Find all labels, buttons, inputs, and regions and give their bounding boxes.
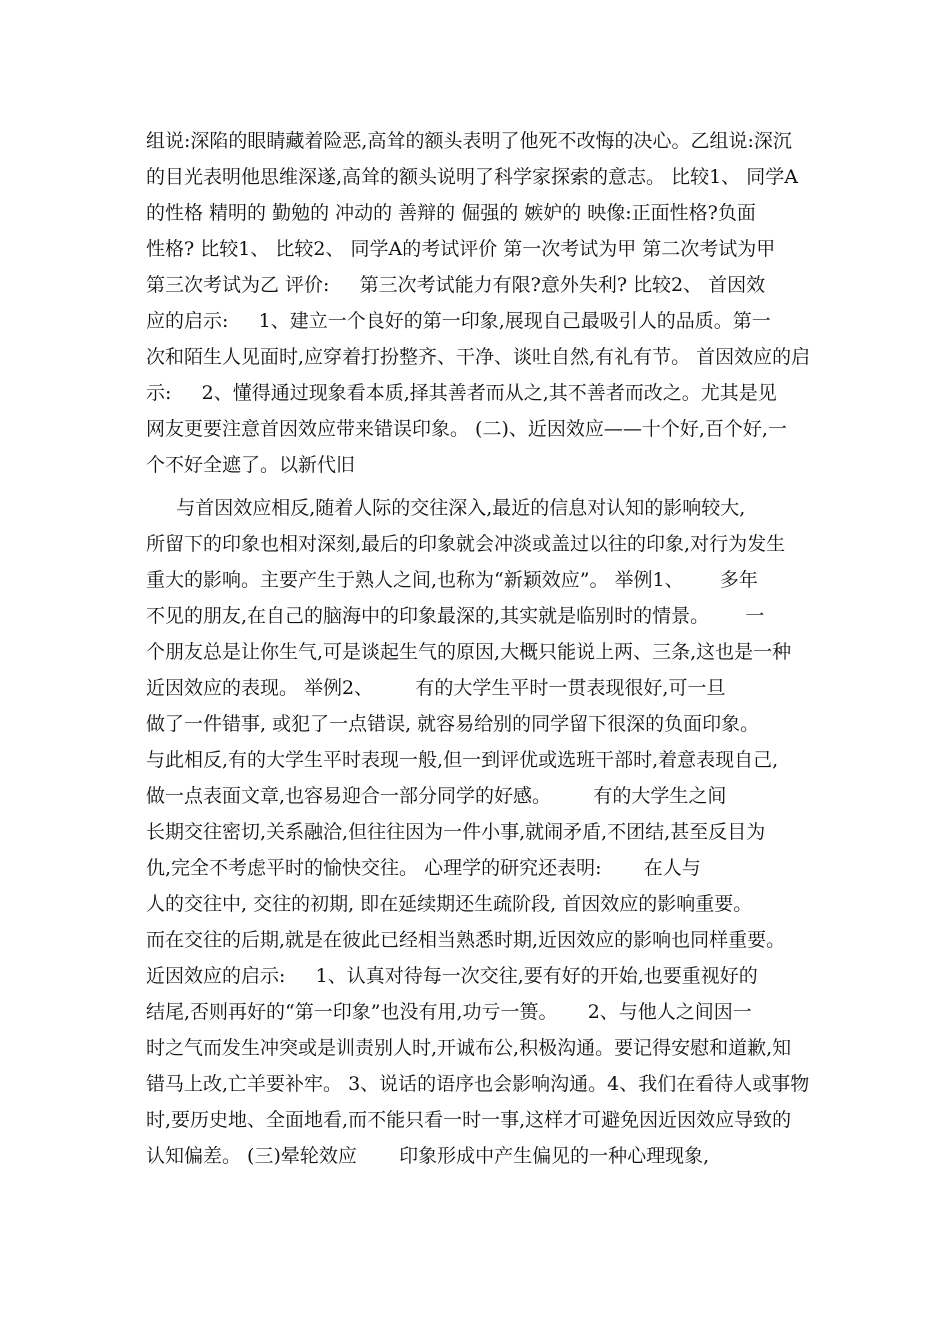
- text-line: 时之气而发生冲突或是训责别人时,开诚布公,积极沟通。要记得安慰和道歉,知: [146, 1037, 792, 1059]
- text-line: 个朋友总是让你生气,可是谈起生气的原因,大概只能说上两、三条,这也是一种: [146, 641, 792, 663]
- text-line: 长期交往密切,关系融洽,但往往因为一件小事,就闹矛盾,不团结,甚至反目为: [146, 821, 766, 843]
- text-line: 不见的朋友,在自己的脑海中的印象最深的,其实就是临别时的情景。 一: [146, 605, 765, 627]
- text-line: 近因效应的表现。 举例2、 有的大学生平时一贯表现很好,可一旦: [146, 677, 726, 699]
- text-line: 的性格 精明的 勤勉的 冲动的 善辩的 倔强的 嫉妒的 映像:正面性格?负面: [146, 202, 756, 224]
- text-line: 做了一件错事, 或犯了一点错误, 就容易给别的同学留下很深的负面印象。: [146, 713, 760, 735]
- text-line: 组说:深陷的眼睛藏着险恶,高耸的额头表明了他死不改悔的决心。乙组说:深沉: [146, 130, 792, 152]
- text-line: 仇,完全不考虑平时的愉快交往。 心理学的研究还表明: 在人与: [146, 857, 701, 879]
- text-line: 与此相反,有的大学生平时表现一般,但一到评优或选班干部时,着意表现自己,: [146, 749, 779, 771]
- text-line: 次和陌生人见面时,应穿着打扮整齐、干净、谈吐自然,有礼有节。 首因效应的启: [146, 346, 810, 368]
- text-line: 而在交往的后期,就是在彼此已经相当熟悉时期,近因效应的影响也同样重要。: [146, 929, 786, 951]
- text-line: 时,要历史地、全面地看,而不能只看一时一事,这样才可避免因近因效应导致的: [146, 1109, 792, 1131]
- text-line: 第三次考试为乙 评价: 第三次考试能力有限?意外失利? 比较2、 首因效: [146, 274, 766, 296]
- text-line: 与首因效应相反,随着人际的交往深入,最近的信息对认知的影响较大,: [146, 497, 746, 519]
- text-line: 重大的影响。主要产生于熟人之间,也称为“新颖效应”。 举例1、 多年: [146, 569, 758, 591]
- text-line: 错马上改,亡羊要补牢。 3、说话的语序也会影响沟通。4、我们在看待人或事物: [146, 1073, 810, 1095]
- text-line: 认知偏差。 (三)晕轮效应 印象形成中产生偏见的一种心理现象,: [146, 1145, 710, 1167]
- text-line: 示: 2、懂得通过现象看本质,择其善者而从之,其不善者而改之。尤其是见: [146, 382, 777, 404]
- text-line: 做一点表面文章,也容易迎合一部分同学的好感。 有的大学生之间: [146, 785, 727, 807]
- text-line: 结尾,否则再好的“第一印象”也没有用,功亏一篑。 2、与他人之间因一: [146, 1001, 752, 1023]
- text-line: 个不好全遮了。以新代旧: [146, 454, 356, 476]
- text-line: 网友更要注意首因效应带来错误印象。 (二)、近因效应——十个好,百个好,一: [146, 418, 787, 440]
- text-line: 应的启示: 1、建立一个良好的第一印象,展现自己最吸引人的品质。第一: [146, 310, 771, 332]
- text-line: 性格? 比较1、 比较2、 同学A的考试评价 第一次考试为甲 第二次考试为甲: [146, 238, 776, 260]
- text-line: 人的交往中, 交往的初期, 即在延续期还生疏阶段, 首因效应的影响重要。: [146, 893, 753, 915]
- text-line: 的目光表明他思维深遂,高耸的额头说明了科学家探索的意志。 比较1、 同学A: [146, 166, 798, 188]
- text-line: 近因效应的启示: 1、认真对待每一次交往,要有好的开始,也要重视好的: [146, 965, 758, 987]
- text-line: 所留下的印象也相对深刻,最后的印象就会冲淡或盖过以往的印象,对行为发生: [146, 533, 786, 555]
